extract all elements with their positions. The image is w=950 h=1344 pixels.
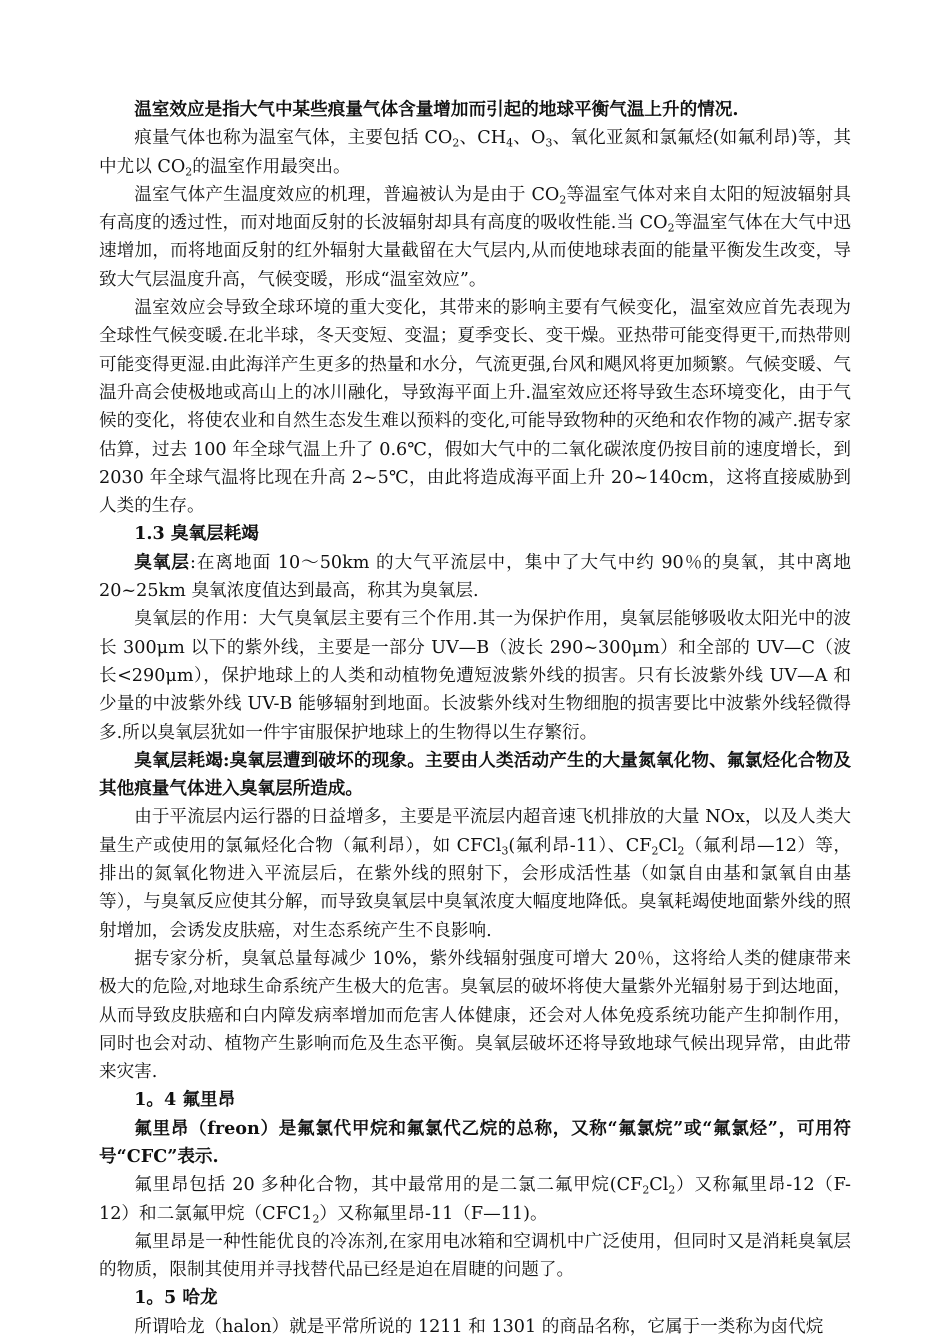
impact-paragraph: 温室效应会导致全球环境的重大变化，其带来的影响主要有气候变化，温室效应首先表现为全球性气候变暖.在北半球，冬天变短、变温；夏季变长、变干燥。亚热带可能变得更干,而热带则可能变得更湿.由此海洋产生更多的热量和水分，气流更强,台风和飓风将更加频繁。气候变暖、气温升高会使极地或高山上的冰川融化，导致海平面上升.温室效应还将导致生态环境变化，由于气候的变化，将使农业和自然生态发生难以预料的变化,可能导致物种的灭绝和农作物的减产.据专家估算，过去 100 年全球气温上升了 0.6℃，假如大气中的二氧化碳浓度仍按目前的速度增长，到 2030 年全球气温将比现在升高 2~5℃，由此将造成海平面上升 20~140cm，这将直接威胁到人类的生存。 [99,298,851,517]
trace-gas-paragraph: 痕量气体也称为温室气体，主要包括 $CO_2$、$CH_4$、$O_3$、氧化亚氮和氯氟烃(如氟利昂)等，其中尤以 $CO_2$的温室作用最突出。 [99,128,852,178]
halon-paragraph: 所谓哈龙（halon）就是平常所说的 1211 和 1301 的商品名称，它属于一类称为卤代烷 [134,1316,824,1337]
freon-use-paragraph: 氟里昂是一种性能优良的冷冻剂,在家用电冰箱和空调机中广泛使用，但同时又是消耗臭氧层的物质，限制其使用并寻找替代品已经是迫在眉睫的问题了。 [99,1231,851,1281]
greenhouse-definition: 温室效应是指大气中某些痕量气体含量增加而引起的地球平衡气温上升的情况. [134,99,739,120]
ozone-depletion-definition: 臭氧层耗竭:臭氧层遭到破坏的现象。主要由人类活动产生的大量氮氧化物、氟氯烃化合物及其他痕量气体进入臭氧层所造成。 [99,749,851,800]
section-heading-halon: 1。5 哈龙 [134,1287,218,1309]
section-heading-freon: 1。4 氟里昂 [134,1089,236,1111]
freon-compounds-paragraph: 氟里昂包括 20 多种化合物，其中最常用的是二氯二氟甲烷$(CF_2Cl_2)$又称氟里昂-12（F-12）和二氯氟甲烷$(CFC1_2)$又称氟里昂-11（F—11)。 [99,1175,852,1225]
depletion-cause-paragraph: 由于平流层内运行器的日益增多，主要是平流层内超音速飞机排放的大量 NOx，以及人类大量生产或使用的氯氟烃化合物（氟利昂），如 CFCl$_3$(氟利昂-11）、$CF_2Cl_2$（氟利昂—12）等，排出的氮氧化物进入平流层后，在紫外线的照射下，会形成活性基（如氯自由基和氯氧自由基等），与臭氧反应使其分解，而导致臭氧层中臭氧浓度大幅度地降低。臭氧耗竭使地面紫外线的照射增加，会诱发皮肤癌，对生态系统产生不良影响. [99,807,852,941]
ozone-function-paragraph: 臭氧层的作用：大气臭氧层主要有三个作用.其一为保护作用，臭氧层能够吸收太阳光中的波长 300μm 以下的紫外线，主要是一部分 UV—B（波长 290~300μm）和全部的 UV—C（波长<290μm），保护地球上的人类和动植物免遭短波紫外线的损害。只有长波紫外线 UV—A 和少量的中波紫外线 UV-B 能够辐射到地面。长波紫外线对生物细胞的损害要比中波紫外线轻微得多.所以臭氧层犹如一件宇宙服保护地球上的生物得以生存繁衍。 [99,609,851,743]
ozone-layer-definition: 臭氧层:在离地面 10～50km 的大气平流层中，集中了大气中约 90％的臭氧，其中离地 20~25km 臭氧浓度值达到最高，称其为臭氧层. [99,551,851,602]
expert-analysis-paragraph: 据专家分析，臭氧总量每减少 10%，紫外线辐射强度可增大 20％，这将给人类的健康带来极大的危险,对地球生命系统产生极大的危害。臭氧层的破坏将使大量紫外光辐射易于到达地面，从而导致皮肤癌和白内障发病率增加而危害人体健康，还会对人体免疫系统功能产生抑制作用，同时也会对动、植物产生影响而危及生态平衡。臭氧层破坏还将导致地球气候出现异常，由此带来灾害. [99,948,851,1083]
section-heading-ozone: 1.3 臭氧层耗竭 [134,523,259,545]
mechanism-paragraph: 温室气体产生温度效应的机理，普遍被认为是由于 $CO_2$等温室气体对来自太阳的短波辐射具有高度的透过性，而对地面反射的长波辐射却具有高度的吸收性能.当 $CO_2$等温室气体在大气中迅速增加，而将地面反射的红外辐射大量截留在大气层内,从而使地球表面的能量平衡发生改变，导致大气层温度升高，气候变暖，形成“温室效应”。 [99,184,851,290]
document-body [99,96,851,1341]
freon-definition: 氟里昂（freon）是氟氯代甲烷和氟氯代乙烷的总称，又称“氟氯烷”或“氟氯烃”，可用符号“CFC”表示. [99,1117,851,1167]
